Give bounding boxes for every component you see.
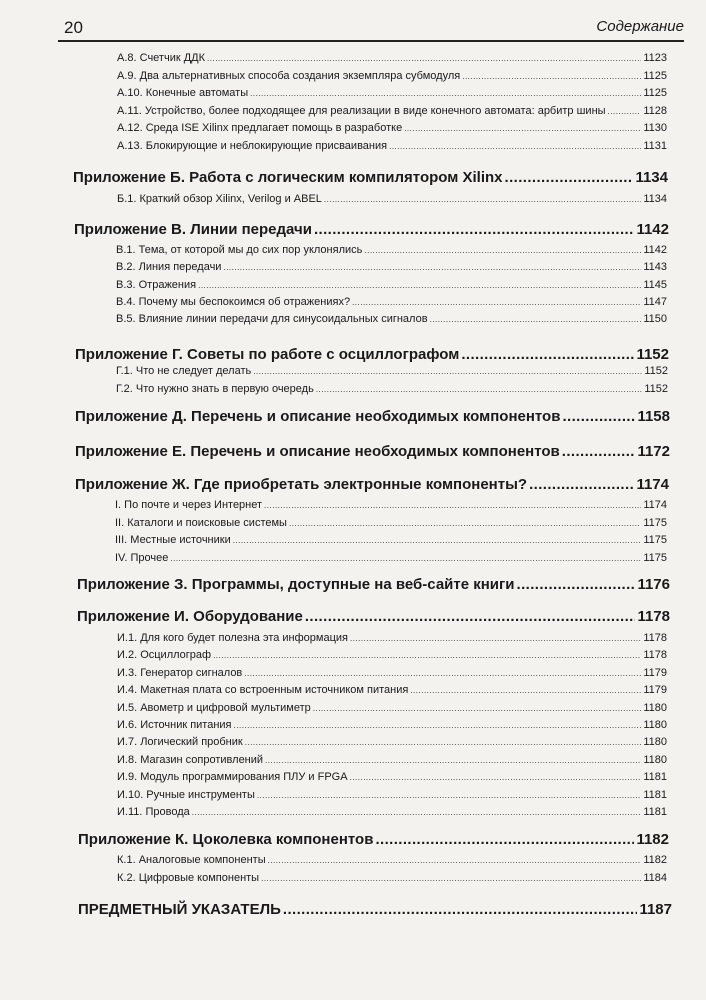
dot-leader — [233, 532, 642, 549]
dot-leader — [314, 219, 635, 241]
dot-leader — [283, 899, 638, 921]
dot-leader — [517, 574, 636, 596]
dot-leader — [350, 769, 642, 786]
toc-entry-page: 1125 — [643, 69, 667, 82]
dot-leader — [352, 294, 641, 311]
toc-entry-page: 1179 — [643, 666, 667, 679]
toc-entry — [117, 717, 667, 733]
toc-chapter-page: 1172 — [637, 443, 670, 460]
toc-entry-page: 1131 — [643, 140, 667, 152]
toc-entry — [116, 242, 667, 258]
toc-entry-label: А.9. Два альтернативных способа создания экземпляра субмодуля — [117, 69, 461, 82]
toc-entry-page: 1150 — [643, 313, 667, 326]
dot-leader — [305, 606, 636, 628]
toc-entry — [117, 647, 667, 663]
toc-chapter-page: 1158 — [637, 408, 670, 425]
toc-entry — [117, 120, 667, 136]
toc-chapter-label: Приложение В. Линии передачи — [74, 221, 312, 238]
toc-entry-page: 1175 — [643, 534, 667, 546]
toc-entry-page: 1174 — [643, 499, 667, 511]
toc-entry-label: II. Каталоги и поисковые системы — [115, 516, 287, 529]
toc-entry-label: И.6. Источник питания — [117, 719, 232, 731]
toc-entry-label: И.10. Ручные инструменты — [117, 788, 255, 801]
toc-entry-page: 1152 — [644, 382, 668, 395]
toc-entry — [117, 870, 667, 886]
dot-leader — [198, 277, 641, 294]
toc-entry-page: 1180 — [643, 753, 667, 766]
dot-leader — [250, 85, 641, 102]
toc-entry — [117, 682, 667, 698]
toc-entry-label: В.2. Линия передачи — [116, 261, 222, 274]
toc-entry — [115, 515, 667, 531]
toc-entry-page: 1123 — [643, 52, 667, 64]
toc-entry-label: А.10. Конечные автоматы — [117, 87, 249, 100]
toc-entry-label: I. По почте и через Интернет — [115, 499, 263, 511]
toc-entry-label: И.8. Магазин сопротивлений — [117, 753, 264, 766]
toc-entry-page: 1180 — [643, 719, 667, 731]
dot-leader — [265, 752, 641, 769]
toc-chapter-label: Приложение И. Оборудование — [77, 608, 303, 625]
toc-entry-label: И.3. Генератор сигналов — [117, 666, 243, 679]
dot-leader — [213, 647, 641, 664]
toc-entry-label: А.12. Среда ISE Xilinx предлагает помощь в разработке — [117, 122, 403, 135]
toc-chapter-page: 1134 — [635, 169, 668, 186]
toc-chapter-label: Приложение Ж. Где приобретать электронные компоненты? — [75, 476, 528, 493]
dot-leader — [462, 68, 641, 85]
toc-chapter-page: 1178 — [637, 608, 670, 625]
toc-chapter — [75, 474, 669, 496]
dot-leader — [261, 870, 641, 887]
toc-entry — [117, 752, 667, 768]
dot-leader — [350, 630, 641, 647]
dot-leader — [404, 120, 641, 137]
toc-entry-page: 1152 — [644, 365, 668, 377]
dot-leader — [257, 787, 641, 804]
toc-entry-label: И.1. Для кого будет полезна эта информация — [117, 632, 348, 644]
dot-leader — [375, 829, 634, 851]
dot-leader — [245, 734, 642, 751]
toc-entry — [117, 191, 667, 207]
toc-entry-page: 1178 — [643, 632, 667, 644]
dot-leader — [253, 363, 642, 380]
toc-chapter — [74, 219, 669, 241]
toc-entry — [117, 700, 667, 716]
toc-chapter — [77, 606, 670, 628]
toc-entry-page: 1181 — [643, 806, 667, 818]
toc-entry-page: 1180 — [643, 701, 667, 714]
toc-entry — [117, 68, 667, 84]
dot-leader — [192, 804, 642, 821]
toc-entry — [116, 381, 668, 397]
toc-entry — [115, 550, 667, 566]
toc-entry-page: 1128 — [643, 104, 667, 117]
toc-chapter — [78, 829, 669, 851]
dot-leader — [264, 497, 641, 514]
dot-leader — [313, 700, 642, 717]
toc-entry-label: В.5. Влияние линии передачи для синусоидальных сигналов — [116, 313, 428, 326]
toc-entry — [117, 852, 667, 868]
toc-entry-page: 1147 — [643, 295, 667, 308]
toc-entry — [115, 532, 667, 548]
toc-entry-label: Г.2. Что нужно знать в первую очередь — [116, 382, 314, 395]
toc-entry — [117, 50, 667, 66]
toc-entry-label: А.8. Счетчик ДДК — [117, 52, 206, 64]
toc-chapter-label: Приложение З. Программы, доступные на веб-сайте книги — [77, 576, 515, 593]
dot-leader — [505, 167, 634, 189]
page-number: 20 — [64, 18, 83, 37]
toc-entry-label: Б.1. Краткий обзор Xilinx, Verilog и ABEL — [117, 193, 322, 205]
toc-entry-label: А.11. Устройство, более подходящее для реализации в виде конечного автомата: арбитр шины — [117, 104, 606, 117]
toc-entry-label: К.2. Цифровые компоненты — [117, 871, 260, 884]
toc-chapter-label: Приложение Г. Советы по работе с осциллографом — [75, 346, 460, 363]
toc-chapter — [78, 899, 672, 921]
toc-entry-label: И.11. Провода — [117, 806, 190, 818]
running-title: Содержание — [596, 18, 684, 35]
toc-entry — [117, 138, 667, 154]
toc-entry — [116, 259, 667, 275]
toc-entry-page: 1142 — [643, 244, 667, 256]
toc-chapter-page: 1142 — [636, 221, 669, 238]
toc-entry-page: 1178 — [643, 649, 667, 662]
toc-entry — [115, 497, 667, 513]
toc-entry — [116, 363, 668, 379]
toc-entry — [117, 769, 667, 785]
toc-entry — [117, 734, 667, 750]
dot-leader — [223, 259, 641, 276]
toc-entry-page: 1143 — [643, 261, 667, 274]
toc-entry — [117, 665, 667, 681]
toc-chapter-label: Приложение Е. Перечень и описание необходимых компонентов — [75, 443, 560, 460]
toc-chapter — [77, 574, 670, 596]
toc-entry-label: И.5. Авометр и цифровой мультиметр — [117, 701, 311, 714]
dot-leader — [289, 515, 641, 532]
toc-entry-label: Г.1. Что не следует делать — [116, 365, 252, 377]
toc-entry-label: В.1. Тема, от которой мы до сих пор уклонялись — [116, 244, 363, 256]
toc-entry-page: 1182 — [643, 854, 667, 866]
toc-chapter-label: ПРЕДМЕТНЫЙ УКАЗАТЕЛЬ — [78, 901, 281, 918]
toc-entry — [116, 311, 667, 327]
toc-entry-page: 1125 — [643, 87, 667, 100]
dot-leader — [410, 682, 641, 699]
toc-entry-label: IV. Прочее — [115, 551, 169, 564]
dot-leader — [608, 103, 642, 120]
toc-chapter-page: 1182 — [636, 831, 669, 848]
toc-entry-label: И.2. Осциллограф — [117, 649, 212, 662]
toc-chapter-label: Приложение Д. Перечень и описание необходимых компонентов — [75, 408, 561, 425]
toc-chapter — [73, 167, 668, 189]
toc-entry — [117, 103, 667, 119]
dot-leader — [430, 311, 642, 328]
toc-chapter-page: 1174 — [636, 476, 669, 493]
toc-entry-page: 1130 — [643, 122, 667, 135]
toc-chapter-page: 1152 — [636, 346, 669, 363]
dot-leader — [207, 50, 641, 67]
dot-leader — [364, 242, 641, 259]
toc-entry — [117, 85, 667, 101]
toc-entry-label: И.9. Модуль программирования ПЛУ и FPGA — [117, 771, 348, 784]
toc-entry — [116, 277, 667, 293]
dot-leader — [389, 138, 641, 155]
toc-chapter — [75, 406, 670, 428]
toc-entry-page: 1145 — [643, 278, 667, 291]
toc-entry-label: А.13. Блокирующие и неблокирующие присваивания — [117, 140, 388, 152]
toc-chapter-page: 1187 — [639, 901, 672, 918]
dot-leader — [562, 441, 636, 463]
toc-entry-page: 1181 — [643, 788, 667, 801]
toc-entry — [116, 294, 667, 310]
dot-leader — [244, 665, 641, 682]
toc-entry — [117, 787, 667, 803]
toc-entry-label: К.1. Аналоговые компоненты — [117, 854, 266, 866]
dot-leader — [170, 550, 641, 567]
toc-chapter-label: Приложение К. Цоколевка компонентов — [78, 831, 374, 848]
dot-leader — [268, 852, 642, 869]
toc-entry — [117, 804, 667, 820]
toc-entry-page: 1134 — [643, 193, 667, 205]
dot-leader — [324, 191, 641, 208]
toc-entry-page: 1180 — [643, 736, 667, 749]
toc-entry-label: В.4. Почему мы беспокоимся об отражениях? — [116, 295, 351, 308]
toc-entry-page: 1179 — [643, 684, 667, 697]
dot-leader — [234, 717, 642, 734]
dot-leader — [529, 474, 634, 496]
toc-entry-page: 1175 — [643, 516, 667, 529]
toc-entry-label: И.4. Макетная плата со встроенным источником питания — [117, 684, 409, 697]
toc-chapter — [75, 441, 670, 463]
toc-entry-page: 1175 — [643, 551, 667, 564]
dot-leader — [562, 406, 635, 428]
toc-entry-label: И.7. Логический пробник — [117, 736, 243, 749]
toc-entry-label: В.3. Отражения — [116, 278, 197, 291]
toc-entry-label: III. Местные источники — [115, 534, 231, 546]
dot-leader — [316, 381, 643, 398]
toc-entry-page: 1181 — [643, 771, 667, 784]
toc-chapter-page: 1176 — [637, 576, 670, 593]
toc-entry-page: 1184 — [643, 871, 667, 884]
toc-entry — [117, 630, 667, 646]
toc-chapter-label: Приложение Б. Работа с логическим компилятором Xilinx — [73, 169, 503, 186]
